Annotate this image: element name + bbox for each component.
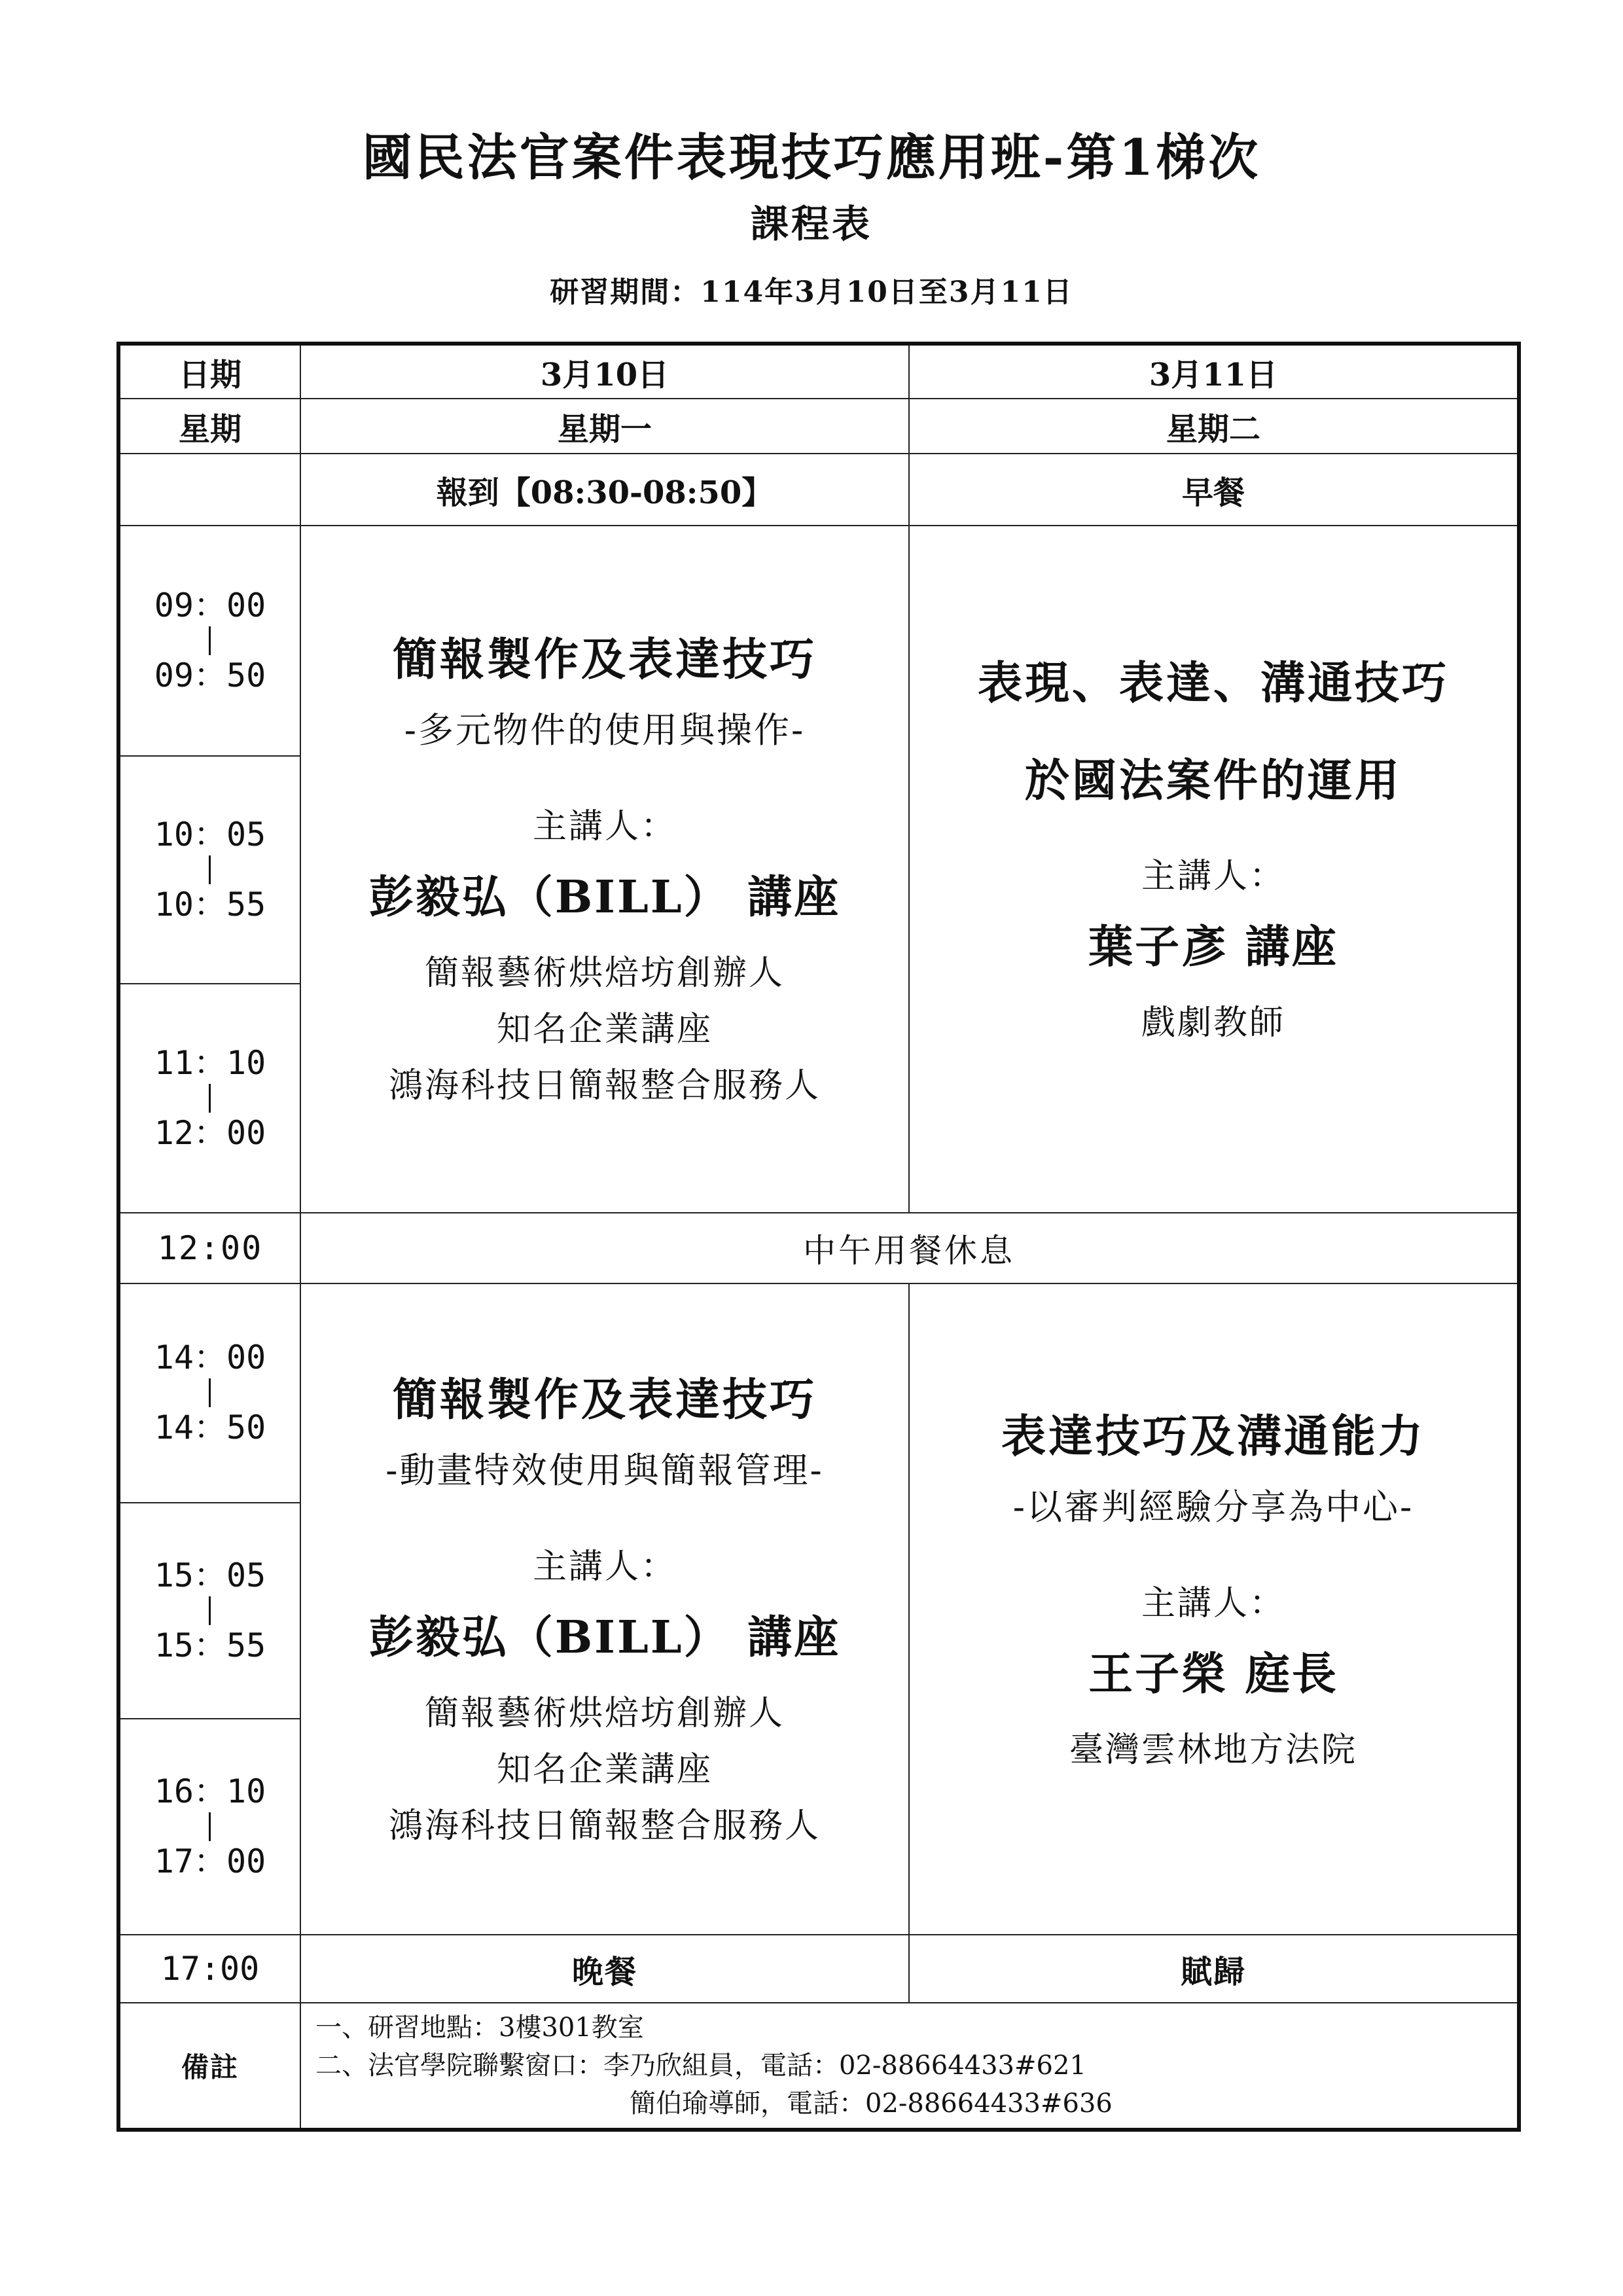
time-start: 16：10	[154, 1772, 266, 1810]
day2-breakfast: 早餐	[909, 454, 1519, 526]
time-end: 15：55	[154, 1626, 266, 1664]
speaker-description: 臺灣雲林地方法院	[1069, 1730, 1357, 1770]
time-end: 10：55	[154, 885, 266, 924]
afternoon-slot-1	[118, 1283, 1519, 1503]
speaker-desc-line: 知名企業講座	[496, 1010, 713, 1049]
time-end: 09：50	[154, 656, 266, 694]
course-subtitle: -多元物件的使用與操作-	[404, 709, 806, 751]
day2-date: 3月11日	[909, 344, 1519, 399]
speaker-name: 王子榮 庭長	[1088, 1647, 1338, 1700]
day1-date: 3月10日	[300, 344, 909, 399]
note-line: 二、法官學院聯繫窗口：李乃欣組員，電話：02-88664433#621	[315, 2051, 1086, 2081]
course-title: 簡報製作及表達技巧	[392, 634, 817, 686]
lunch-row	[118, 1213, 1519, 1283]
time-separator	[209, 1084, 211, 1113]
speaker-label: 主講人：	[532, 807, 677, 846]
speaker-name: 彭毅弘（BILL） 講座	[368, 871, 841, 924]
pre-session-time	[118, 454, 300, 526]
speaker-label: 主講人：	[532, 1547, 677, 1587]
course-subtitle: -動畫特效使用與簡報管理-	[385, 1449, 824, 1491]
day1-weekday: 星期一	[300, 399, 909, 454]
time-slot	[118, 1719, 300, 1935]
course-title-line: 於國法案件的運用	[1024, 755, 1402, 807]
speaker-description	[301, 1685, 908, 1854]
course-title-line: 表現、表達、溝通技巧	[977, 657, 1449, 709]
day2-departure: 賦歸	[909, 1935, 1519, 2003]
schedule-table	[116, 342, 1521, 2132]
speaker-desc-line: 鴻海科技日簡報整合服務人	[388, 1066, 821, 1105]
evening-row	[118, 1935, 1519, 2003]
afternoon-course-day1	[300, 1283, 909, 1935]
weekday-label: 星期	[118, 399, 300, 454]
course-subtitle: -以審判經驗分享為中心-	[1012, 1486, 1414, 1528]
time-end: 12：00	[154, 1113, 266, 1152]
date-row	[118, 344, 1519, 399]
speaker-label: 主講人：	[1141, 857, 1285, 896]
speaker-desc-line: 簡報藝術烘焙坊創辦人	[424, 954, 785, 993]
time-slot	[118, 756, 300, 984]
time-separator	[209, 1378, 211, 1407]
speaker-desc-line: 簡報藝術烘焙坊創辦人	[424, 1693, 785, 1733]
speaker-description	[301, 945, 908, 1114]
document-subtitle: 課程表	[750, 202, 872, 246]
time-slot	[118, 1503, 300, 1719]
speaker-desc-line: 知名企業講座	[496, 1749, 713, 1789]
time-start: 09：00	[154, 586, 266, 624]
time-separator	[209, 1596, 211, 1625]
time-start: 15：05	[154, 1556, 266, 1594]
morning-slot-1	[118, 526, 1519, 756]
speaker-description: 戲劇教師	[1141, 1003, 1285, 1043]
time-slot	[118, 984, 300, 1213]
speaker-name: 彭毅弘（BILL） 講座	[368, 1611, 841, 1664]
note-line: 一、研習地點：3樓301教室	[315, 2013, 644, 2043]
note-line: 簡伯瑜導師，電話：02-88664433#636	[315, 2089, 1113, 2119]
time-start: 11：10	[154, 1043, 266, 1082]
time-slot	[118, 1283, 300, 1503]
course-title: 簡報製作及表達技巧	[392, 1373, 817, 1426]
speaker-name: 葉子彥 講座	[1088, 921, 1338, 973]
speaker-label: 主講人：	[1141, 1583, 1285, 1623]
time-separator	[209, 626, 211, 655]
time-slot	[118, 526, 300, 756]
document-title: 國民法官案件表現技巧應用班-第1梯次	[362, 128, 1261, 187]
afternoon-course-day2	[909, 1283, 1519, 1935]
morning-course-day1	[300, 526, 909, 1213]
lunch-break: 中午用餐休息	[300, 1213, 1519, 1283]
date-label: 日期	[118, 344, 300, 399]
notes-label: 備註	[118, 2003, 300, 2130]
notes-row	[118, 2003, 1519, 2130]
time-end: 14：50	[154, 1408, 266, 1446]
course-title: 表達技巧及溝通能力	[1001, 1410, 1425, 1463]
day1-dinner: 晚餐	[300, 1935, 909, 2003]
lunch-time: 12:00	[118, 1213, 300, 1283]
time-end: 17：00	[154, 1842, 266, 1880]
training-period: 研習期間：114年3月10日至3月11日	[550, 276, 1073, 309]
notes-content	[300, 2003, 1519, 2130]
time-start: 10：05	[154, 815, 266, 853]
time-separator	[209, 855, 211, 884]
time-separator	[209, 1812, 211, 1841]
course-title	[910, 648, 1517, 809]
morning-course-day2	[909, 526, 1519, 1213]
day2-weekday: 星期二	[909, 399, 1519, 454]
evening-time: 17:00	[118, 1935, 300, 2003]
speaker-desc-line: 鴻海科技日簡報整合服務人	[388, 1806, 821, 1846]
day1-registration: 報到【08:30-08:50】	[300, 454, 909, 526]
time-start: 14：00	[154, 1338, 266, 1376]
weekday-row	[118, 399, 1519, 454]
pre-session-row	[118, 454, 1519, 526]
